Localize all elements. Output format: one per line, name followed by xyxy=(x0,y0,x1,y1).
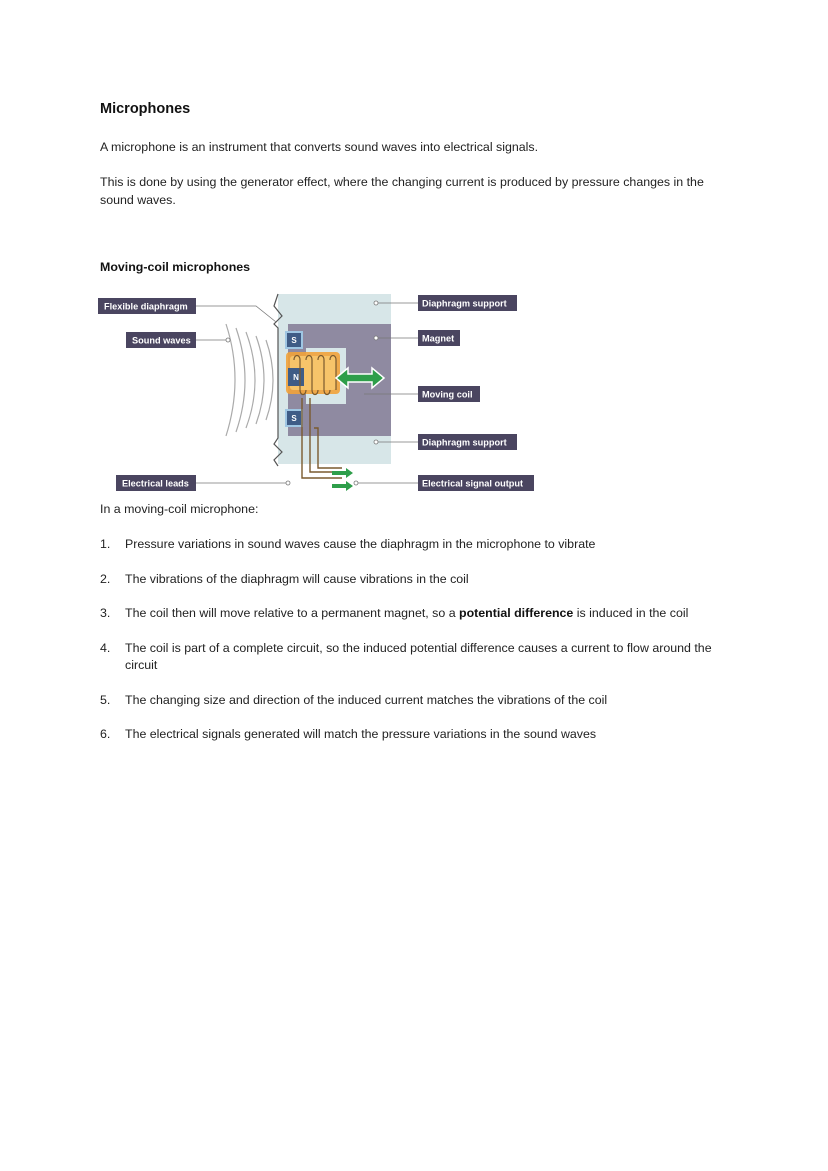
step-text-bold: potential difference xyxy=(459,606,574,620)
step-text: Pressure variations in sound waves cause the diaphragm in the microphone to vibrate xyxy=(125,537,596,551)
label-electrical-signal-output xyxy=(418,475,534,491)
step-number: 6. xyxy=(100,727,111,741)
label-flexible-diaphragm xyxy=(98,298,196,314)
label-diaphragm-support-top xyxy=(418,295,517,311)
svg-text:Diaphragm support: Diaphragm support xyxy=(422,437,507,448)
label-moving-coil xyxy=(418,386,480,402)
moving-coil-microphone-diagram xyxy=(98,288,538,498)
step-number: 3. xyxy=(100,606,111,620)
step-item xyxy=(100,571,740,589)
signal-output-arrows xyxy=(332,468,353,491)
step-number: 4. xyxy=(100,640,111,655)
intro-paragraph-1: A microphone is an instrument that converts sound waves into electrical signals. xyxy=(100,140,539,154)
svg-text:Flexible diaphragm: Flexible diaphragm xyxy=(104,301,188,312)
label-electrical-leads xyxy=(116,475,196,491)
step-text-after: is induced in the coil xyxy=(573,606,689,620)
svg-text:Electrical signal output: Electrical signal output xyxy=(422,478,524,489)
label-sound-waves xyxy=(126,332,196,348)
pole-s-bottom-label: S xyxy=(291,414,297,423)
step-item xyxy=(100,536,740,554)
step-item xyxy=(100,605,740,623)
step-text: The changing size and direction of the induced current matches the vibrations of the coil xyxy=(125,692,608,707)
step-item xyxy=(100,692,740,710)
svg-text:Moving coil: Moving coil xyxy=(422,389,473,400)
step-text: The vibrations of the diaphragm will cause vibrations in the coil xyxy=(125,571,469,586)
step-number: 1. xyxy=(100,537,111,551)
svg-text:Sound waves: Sound waves xyxy=(132,335,191,346)
step-text: The electrical signals generated will match the pressure variations in the sound waves xyxy=(125,727,597,741)
step-number: 2. xyxy=(100,571,111,586)
page-title: Microphones xyxy=(100,101,191,117)
step-text: The coil is part of a complete circuit, so the induced potential difference causes a current to flow around the circuit xyxy=(125,640,712,672)
svg-text:Electrical leads: Electrical leads xyxy=(122,478,189,489)
svg-text:Diaphragm support: Diaphragm support xyxy=(422,298,507,309)
step-text-before: The coil then will move relative to a permanent magnet, so a xyxy=(125,606,460,620)
step-number: 5. xyxy=(100,692,111,707)
pole-s-top-label: S xyxy=(291,336,297,345)
sound-wave-arcs xyxy=(226,324,273,436)
step-item xyxy=(100,640,740,675)
list-intro: In a moving-coil microphone: xyxy=(100,502,259,516)
label-magnet xyxy=(418,330,460,346)
intro-paragraph-2: This is done by using the generator effect, where the changing current is produced by pressure changes in the sound waves. xyxy=(100,175,704,207)
label-diaphragm-support-bottom xyxy=(418,434,517,450)
pole-n-label: N xyxy=(293,373,299,382)
section-heading: Moving-coil microphones xyxy=(100,260,251,274)
step-item xyxy=(100,726,740,744)
steps-list xyxy=(100,536,740,744)
svg-text:Magnet: Magnet xyxy=(422,333,455,344)
